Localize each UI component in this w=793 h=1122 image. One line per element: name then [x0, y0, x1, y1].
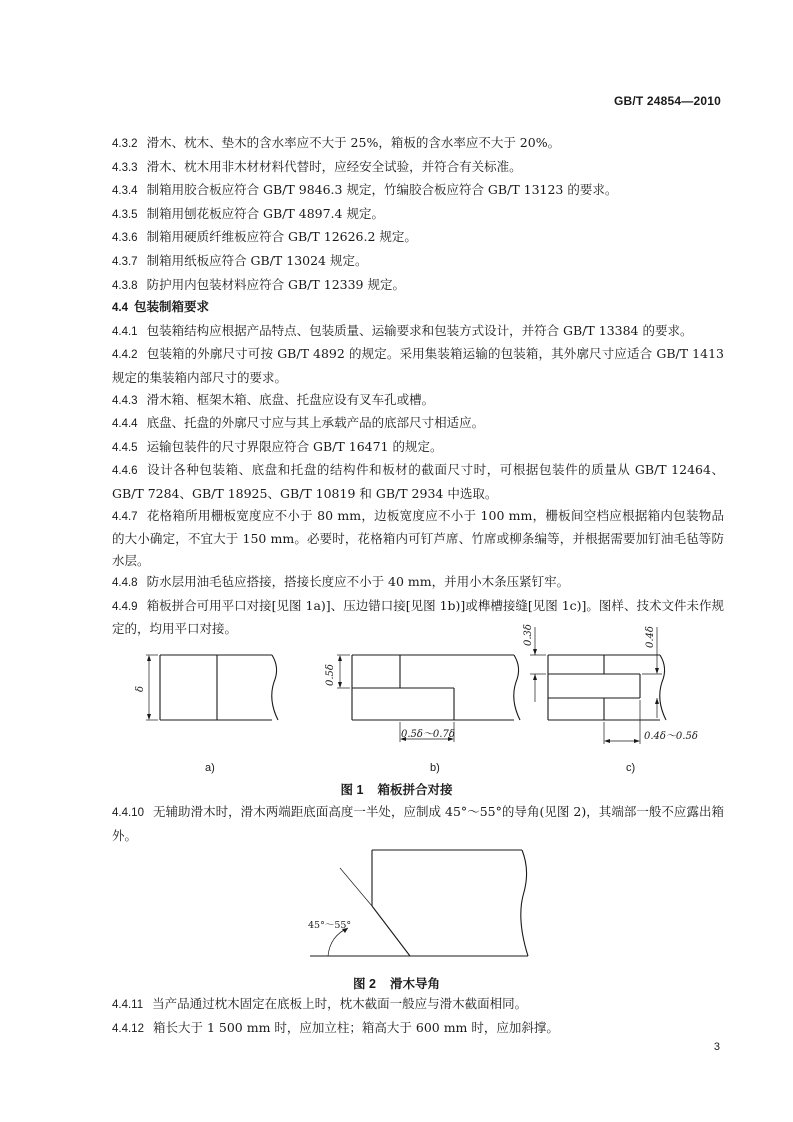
bottom-paragraphs [112, 993, 724, 1040]
clause-number: 4.4.8 [112, 577, 138, 590]
clause-text: 箱板拼合可用平口对接[见图 1a)]、压边错口接[见图 1b)]或榫槽接缝[见图 1c)]。图样、技术文件未作规定的，均用平口对接。 [112, 597, 724, 637]
clause-text: 底盘、托盘的外廓尺寸应与其上承载产品的底部尺寸相适应。 [146, 415, 485, 431]
figure-1c-label: c) [626, 762, 636, 774]
figure-1-caption [0, 780, 793, 798]
clause-text: 制箱用纸板应符合 GB/T 13024 规定。 [146, 252, 368, 268]
section-heading-4-4 [112, 297, 724, 320]
clause-number: 4.4.5 [112, 441, 138, 454]
clause-text: 滑木、枕木、垫木的含水率应不大于 25%，箱板的含水率应不大于 20%。 [146, 135, 561, 150]
clause-number: 4.4.6 [112, 465, 138, 478]
clause-number: 4.4.12 [112, 1022, 144, 1035]
clause-number: 4.4.9 [112, 600, 138, 613]
clause-text: 运输包装件的尺寸界限应符合 GB/T 16471 的规定。 [146, 438, 443, 454]
para-4-4-4 [112, 412, 724, 436]
para-4-3-8 [112, 274, 724, 298]
para-4-3-7 [112, 250, 724, 274]
section-number: 4.4 [112, 302, 128, 315]
caption-number: 图 1 [340, 783, 364, 797]
dim-b-vertical: 0.5δ [325, 664, 336, 686]
figure-1b-label: b) [430, 762, 440, 774]
para-4-4-10-block [112, 801, 724, 846]
clause-text: 无辅助滑木时，滑木两端距底面高度一半处，应制成 45°～55°的导角(见图 2)，其端部一般不应露出箱外。 [112, 804, 724, 843]
figure-2-caption [0, 974, 793, 992]
para-4-3-2 [112, 132, 724, 156]
section-title: 包装制箱要求 [134, 300, 210, 315]
dim-c-horizontal: 0.4δ～0.5δ [644, 731, 698, 742]
clause-number: 4.3.5 [112, 208, 138, 221]
clause-text: 制箱用硬质纤维板应符合 GB/T 12626.2 规定。 [146, 229, 417, 245]
dim-b-horizontal: 0.5δ～0.7δ [401, 729, 455, 740]
para-4-4-2 [112, 343, 724, 388]
clause-number: 4.3.7 [112, 255, 138, 268]
clause-number: 4.4.7 [112, 510, 138, 523]
caption-number: 图 2 [353, 977, 376, 991]
para-4-3-3 [112, 156, 724, 180]
para-4-4-3 [112, 389, 724, 413]
clause-text: 当产品通过枕木固定在底板上时，枕木截面一般应与滑木截面相同。 [152, 996, 528, 1011]
para-4-3-4 [112, 179, 724, 203]
para-4-4-1 [112, 320, 724, 344]
para-4-4-6 [112, 459, 724, 504]
para-4-4-10 [112, 801, 724, 846]
clause-text: 制箱用胶合板应符合 GB/T 9846.3 规定，竹编胶合板应符合 GB/T 13123 的要求。 [146, 182, 618, 198]
para-4-4-7 [112, 505, 724, 572]
para-4-3-6 [112, 226, 724, 250]
clause-number: 4.4.10 [112, 807, 144, 819]
page-number: 3 [713, 1041, 720, 1053]
clause-number: 4.3.2 [112, 138, 138, 150]
para-4-4-5 [112, 436, 724, 460]
dim-c-vertical-1: 0.3δ [523, 624, 534, 646]
para-4-3-5 [112, 203, 724, 227]
dim-a-thickness: δ [135, 685, 146, 692]
clause-text: 滑木箱、框架木箱、底盘、托盘应设有叉车孔或槽。 [146, 391, 435, 407]
clause-number: 4.4.3 [112, 394, 138, 407]
clause-number: 4.3.3 [112, 161, 138, 174]
clause-number: 4.4.1 [112, 325, 138, 338]
clause-text: 花格箱所用栅板宽度应不小于 80 mm，边板宽度应不小于 100 mm，栅板间空档应根据箱内包装物品的大小确定，不宜大于 150 mm。必要时，花格箱内可钉芦席、竹席或柳条编等，并根据需要加钉油毛毡等防水层。 [112, 507, 724, 568]
clause-number: 4.3.8 [112, 279, 138, 292]
dim-c-vertical-2: 0.4δ [645, 626, 656, 648]
caption-title: 箱板拼合对接 [377, 783, 453, 797]
para-4-4-12 [112, 1017, 724, 1041]
clause-text: 箱长大于 1 500 mm 时，应加立柱；箱高大于 600 mm 时，应加斜撑。 [152, 1019, 559, 1035]
clause-number: 4.4.11 [112, 999, 144, 1011]
clause-text: 防水层用油毛毡应搭接，搭接长度应不小于 40 mm，并用小木条压紧钉牢。 [146, 574, 570, 590]
chamfer-angle-label: 45°～55° [308, 920, 352, 931]
figure-2-drawing [300, 846, 540, 964]
clause-text: 防护用内包装材料应符合 GB/T 12339 规定。 [146, 276, 405, 292]
clause-text: 包装箱的外廓尺寸可按 GB/T 4892 的规定。采用集装箱运输的包装箱，其外廓尺寸应适合 GB/T 1413 规定的集装箱内部尺寸的要求。 [112, 346, 724, 385]
clause-number: 4.3.4 [112, 185, 138, 198]
clause-text: 包装箱结构应根据产品特点、包装质量、运输要求和包装方式设计，并符合 GB/T 13384 的要求。 [146, 322, 693, 338]
figure-1-drawing [112, 622, 724, 780]
clause-number: 4.4.2 [112, 349, 138, 362]
figure-1 [112, 622, 724, 780]
figure-1a-label: a) [205, 762, 215, 774]
standard-header: GB/T 24854—2010 [613, 94, 721, 108]
para-4-4-8 [112, 571, 724, 595]
caption-title: 滑木导角 [389, 977, 440, 991]
para-4-4-11 [112, 993, 724, 1017]
clause-text: 制箱用刨花板应符合 GB/T 4897.4 规定。 [146, 205, 384, 221]
main-content [112, 132, 724, 640]
clause-text: 滑木、枕木用非木材材料代替时，应经安全试验，并符合有关标准。 [146, 158, 522, 174]
clause-number: 4.3.6 [112, 232, 138, 245]
joint-a-drawing [146, 655, 278, 720]
clause-number: 4.4.4 [112, 418, 138, 431]
clause-text: 设计各种包装箱、底盘和托盘的结构件和板材的截面尺寸时，可根据包装件的质量从 GB/T 12464、GB/T 7284、GB/T 18925、GB/T 10819 和 GB/T 2934 中选取。 [112, 462, 724, 501]
